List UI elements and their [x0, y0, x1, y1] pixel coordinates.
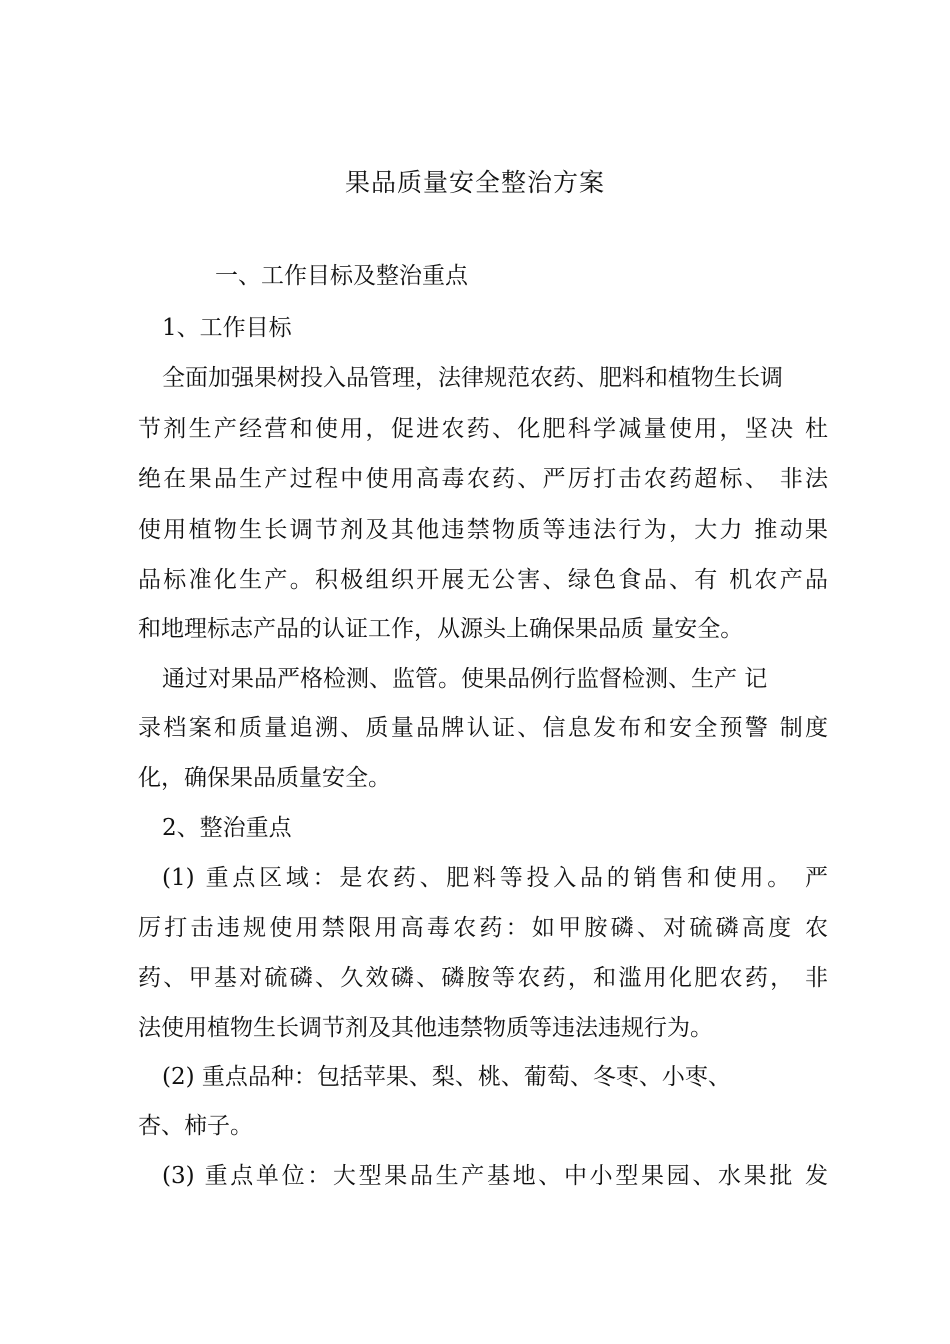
paragraph-1-line-2: 节剂生产经营和使用，促进农药、化肥科学减量使用，坚决 杜	[138, 416, 828, 442]
item-2-line-2: 杏、柿子。	[138, 1113, 253, 1139]
subsection-heading-focus: 2、整治重点	[162, 815, 292, 841]
paragraph-1-line-1: 全面加强果树投入品管理，法律规范农药、肥料和植物生长调	[162, 365, 783, 391]
section-heading-work-goals-and-focus: 一、工作目标及整治重点	[215, 263, 468, 289]
item-1-line-1: (1) 重点区域：是农药、肥料等投入品的销售和使用。 严	[162, 865, 828, 891]
document-title: 果品质量安全整治方案	[344, 168, 605, 197]
item-1-line-2: 厉打击违规使用禁限用高毒农药：如甲胺磷、对硫磷高度 农	[138, 915, 828, 941]
item-3-line-1: (3) 重点单位：大型果品生产基地、中小型果园、水果批 发	[162, 1163, 828, 1189]
paragraph-2-line-1: 通过对果品严格检测、监管。使果品例行监督检测、生产 记	[162, 666, 768, 692]
item-1-line-4: 法使用植物生长调节剂及其他违禁物质等违法违规行为。	[138, 1015, 713, 1041]
paragraph-1-line-6: 和地理标志产品的认证工作，从源头上确保果品质 量安全。	[138, 616, 744, 642]
item-2-line-1: (2) 重点品种：包括苹果、梨、桃、葡萄、冬枣、小枣、	[162, 1064, 731, 1090]
paragraph-2-line-3: 化，确保果品质量安全。	[138, 765, 391, 791]
paragraph-2-line-2: 录档案和质量追溯、质量品牌认证、信息发布和安全预警 制度	[138, 715, 828, 741]
paragraph-1-line-4: 使用植物生长调节剂及其他违禁物质等违法行为，大力 推动果	[138, 517, 828, 543]
item-1-line-3: 药、甲基对硫磷、久效磷、磷胺等农药，和滥用化肥农药， 非	[138, 965, 828, 991]
paragraph-1-line-5: 品标准化生产。积极组织开展无公害、绿色食品、有 机农产品	[138, 567, 828, 593]
subsection-heading-work-goals: 1、工作目标	[162, 315, 292, 341]
paragraph-1-line-3: 绝在果品生产过程中使用高毒农药、严厉打击农药超标、 非法	[138, 466, 828, 492]
